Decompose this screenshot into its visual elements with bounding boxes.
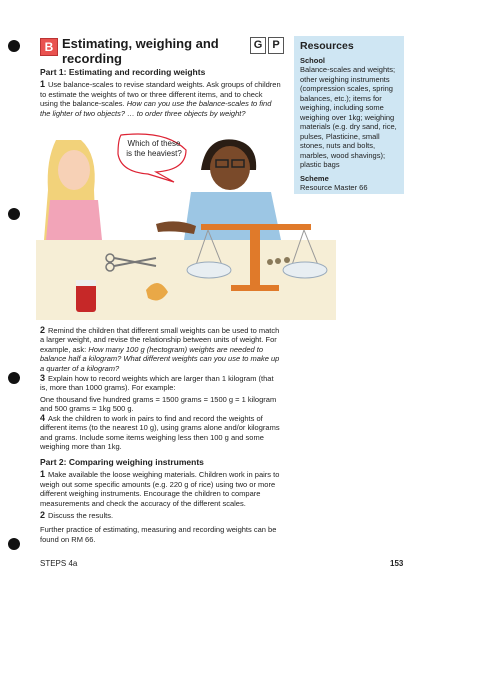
boy-face [210,146,250,190]
item-number: 2 [40,325,46,335]
part1-section [40,68,282,118]
pair-badge: P [268,37,284,54]
part2-item2 [40,511,282,520]
part2-heading: Part 2: Comparing weighing instruments [40,457,204,467]
further-practice: Further practice of estimating, measuring and recording weights can be found on RM 66. [40,525,277,544]
item-number: 4 [40,413,46,423]
weight-piece [275,258,281,264]
item4 [40,414,282,452]
page-title: Estimating, weighing and recording [62,36,219,66]
item-number: 3 [40,373,46,383]
speech-bubble-text: Which of these is the heaviest? [126,139,182,158]
scheme-text: Resource Master 66 [300,182,368,192]
part1-heading: Part 1: Estimating and recording weights [40,67,206,77]
left-pan [187,262,231,278]
item-text: Remind the children that different small weights can be used to match a larger weight, and revise the relationship between units of weight. For example, ask: [40,326,280,354]
part1-item1 [40,80,282,118]
item-number: 1 [40,469,46,480]
item-question: How many 100 g (hectogram) weights are needed to balance half a kilogram? What different weights can you use to make up a quarter of a kilogram? [40,344,280,373]
school-label: School [300,56,326,65]
binder-hole [8,538,20,550]
item-text: Ask the children to work in pairs to find and record the weights of different items (to the nearest 10 g), using grams alone and/or kilograms and grams. Include some items weighing less then 100 g and some weighing more than 1kg. [40,414,280,452]
boy-shirt [184,192,281,240]
group-badge: G [250,37,266,54]
girl-face [58,150,90,190]
item3 [40,374,282,414]
balance-stand [250,228,260,288]
item-text: Explain how to record weights which are larger than 1 kilogram (that is, more than 1000 grams). For example: [40,374,274,393]
binder-hole [8,40,20,52]
page-number: 153 [390,559,404,568]
right-pan [283,262,327,278]
item-question: How can you use the balance-scales to find the lighter of two objects? … to order three objects by weight? [40,99,272,118]
weight-piece [284,257,290,263]
resources-heading: Resources [300,40,354,52]
section-letter-badge: B [40,38,58,56]
item-text: Use balance-scales to revise standard weights. Ask groups of children to estimate the weights of two or three different items, and to check using the balance-scales. [40,80,281,109]
part2-item1 [40,470,282,508]
weight-piece [267,259,273,265]
footer-series: STEPS 4a [40,559,78,568]
item-text: Discuss the results. [48,511,114,521]
item-number: 1 [40,79,46,90]
scheme-label: Scheme [300,173,329,183]
illustration-svg [36,130,336,320]
binder-hole [8,372,20,384]
girl-shirt [46,200,102,240]
item-number: 2 [40,510,46,521]
part2-section [40,458,282,544]
item-text: Make available the loose weighing materials. Children work in pairs to weigh out some specific amounts (e.g. 220 g of rice) using two or more different weighing instruments. Encourage the children to compare measurements and check the accuracy of the different scales. [40,470,280,508]
binder-hole [8,208,20,220]
balance-base [231,285,279,291]
classroom-illustration [36,130,336,320]
school-text: Balance-scales and weights; other weighing instruments (compression scales, spring balances, etc.); items for weighing, including some weighing over 1kg; weighing materials (e.g. dry sand, rice, pulses, Plasticine, small stones, nuts and bolts, marbles, wood shavings); plastic bags [300,65,397,169]
tin-can-lid [76,280,96,286]
example-text: One thousand five hundred grams = 1500 grams = 1500 g = 1 kilogram and 500 grams = 1kg 500 g. [40,394,277,414]
item2 [40,326,282,373]
